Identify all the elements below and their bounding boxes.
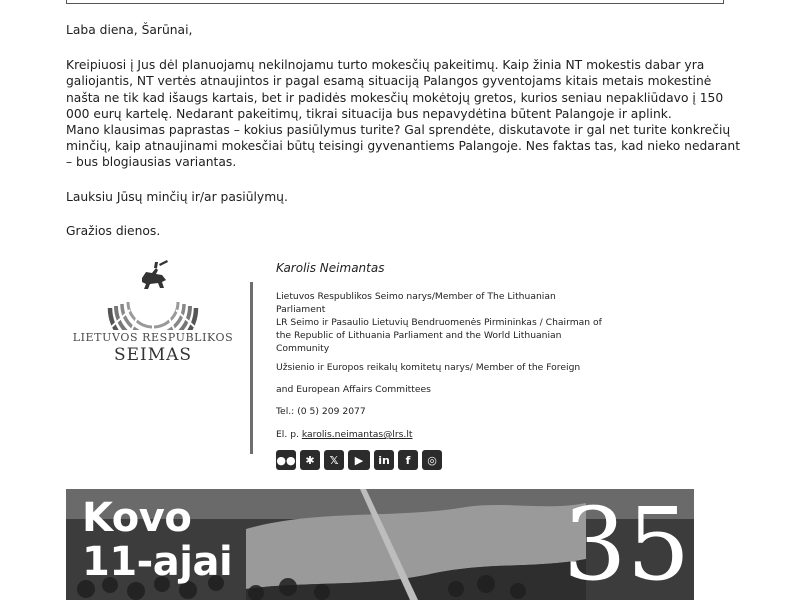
seimas-logo [72, 258, 234, 368]
signature-role-2: LR Seimo ir Pasaulio Lietuvių Bendruomenės Pirmininkas / Chairman of the Republic of Lithuania Parliament and the World Lithuanian Community [276, 317, 602, 354]
closing: Gražios dienos. [66, 223, 161, 238]
signature-role-3b: and European Affairs Committees [276, 384, 431, 395]
logo-line-2: SEIMAS [113, 345, 193, 365]
x-icon[interactable]: 𝕏 [324, 450, 344, 470]
signature-phone: Tel.: (0 5) 209 2077 [276, 406, 366, 417]
facebook-icon[interactable]: f [398, 450, 418, 470]
email-link[interactable]: karolis.neimantas@lrs.lt [301, 429, 413, 440]
signature-name: Karolis Neimantas [276, 261, 385, 275]
instagram-icon[interactable]: ◎ [422, 450, 442, 470]
signature-role-1: Lietuvos Respublikos Seimo narys/Member of The Lithuanian Parliament [276, 291, 556, 315]
banner-title-line-2: 11-ajai [82, 539, 233, 585]
social-links [276, 450, 442, 472]
paragraph-1: Kreipiuosi į Jus dėl planuojamų nekilnojamu turto mokesčių pakeitimų. Kaip žinia NT mokestis dabar yra galiojantis, NT vertės atnaujintos ir pagal esamą situaciją Palangos gyventojams kitais metais mokestinė našta ne tik kad išaugs kartais, bet ir padidės mokesčių mokėtojų gretos, kurios seniau nepakliūdavo į 150 000 eurų kartelę. Nedarant pakeitimų, tikrai situacija bus nepavydėtina būtent Palangoje ir aplink. [66, 58, 724, 121]
seimas-emblem-icon [72, 258, 234, 330]
paragraph-3: Lauksiu Jūsų minčių ir/ar pasiūlymų. [66, 189, 288, 204]
flickr-icon[interactable]: ●● [276, 450, 296, 470]
youtube-icon[interactable]: ▶ [348, 450, 370, 470]
linkedin-icon[interactable]: in [374, 450, 394, 470]
email-label: El. p. [276, 429, 299, 440]
greeting: Laba diena, Šarūnai, [66, 23, 193, 37]
paragraph-2: Mano klausimas paprastas – kokius pasiūlymus turite? Gal sprendėte, diskutavote ir gal net turite konkrečių minčių, kaip atnaujinami mokesčiai būtų teisingi gyvenantiems Palangoje. Nes faktas tas, kad nieko nedarant – bus blogiausias variantas. [66, 123, 741, 170]
letter-body [66, 22, 746, 239]
logo-line-1: LIETUVOS RESPUBLIKOS [72, 331, 234, 344]
emblem-icon[interactable]: ✱ [300, 450, 320, 470]
signature-block [276, 262, 606, 441]
banner-title-line-1: Kovo [82, 495, 192, 541]
signature-divider [250, 282, 253, 454]
kovo-11-banner[interactable] [66, 489, 694, 600]
signature-role-3a: Užsienio ir Europos reikalų komitetų narys/ Member of the Foreign [276, 362, 581, 373]
signature-email-line [276, 428, 606, 441]
banner-anniversary-number: 35 [563, 489, 691, 600]
top-frame-border [66, 0, 724, 4]
